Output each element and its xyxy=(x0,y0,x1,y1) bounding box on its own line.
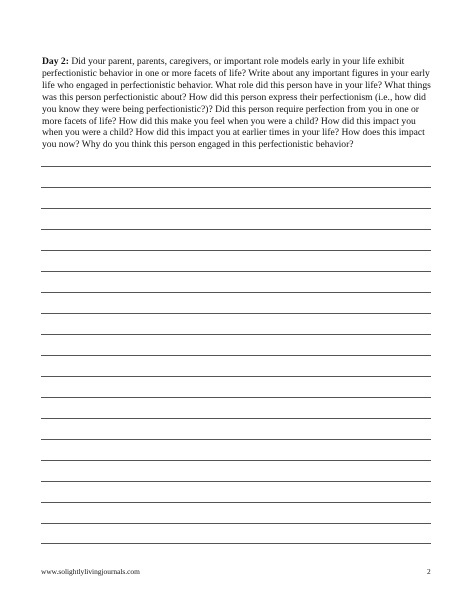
page-number: 2 xyxy=(427,567,431,576)
writing-line xyxy=(41,397,431,398)
writing-line xyxy=(41,229,431,230)
writing-line xyxy=(41,271,431,272)
journal-prompt xyxy=(42,56,436,151)
writing-line xyxy=(41,355,431,356)
writing-line xyxy=(41,187,431,188)
writing-line xyxy=(41,481,431,482)
day-label: Day 2: xyxy=(42,56,69,67)
writing-line xyxy=(41,292,431,293)
prompt-text: Did your parent, parents, caregivers, or important role models early in your life exhibit perfectionistic behavior in one or more facets of life? Write about any important figures in your early life who engaged in perfectionistic behavior. What role did this person have in your life? What things was this person perfectionistic about? How did this person express their perfectionism (i.e., how did you know they were being perfectionistic?)? Did this person require perfection from you in one or more facets of life? How did this make you feel when you were a child? How did this impact you when you were a child? How did this impact you at earlier times in your life? How does this impact you now? Why do you think this person engaged in this perfectionistic behavior? xyxy=(42,56,431,151)
writing-line xyxy=(41,439,431,440)
writing-line xyxy=(41,543,431,544)
writing-lines xyxy=(41,166,431,546)
writing-line xyxy=(41,523,431,524)
writing-line xyxy=(41,166,431,167)
writing-line xyxy=(41,418,431,419)
writing-line xyxy=(41,250,431,251)
writing-line xyxy=(41,313,431,314)
writing-line xyxy=(41,502,431,503)
writing-line xyxy=(41,460,431,461)
writing-line xyxy=(41,376,431,377)
writing-line xyxy=(41,208,431,209)
footer-url: www.solightlylivingjournals.com xyxy=(41,567,140,576)
writing-line xyxy=(41,334,431,335)
